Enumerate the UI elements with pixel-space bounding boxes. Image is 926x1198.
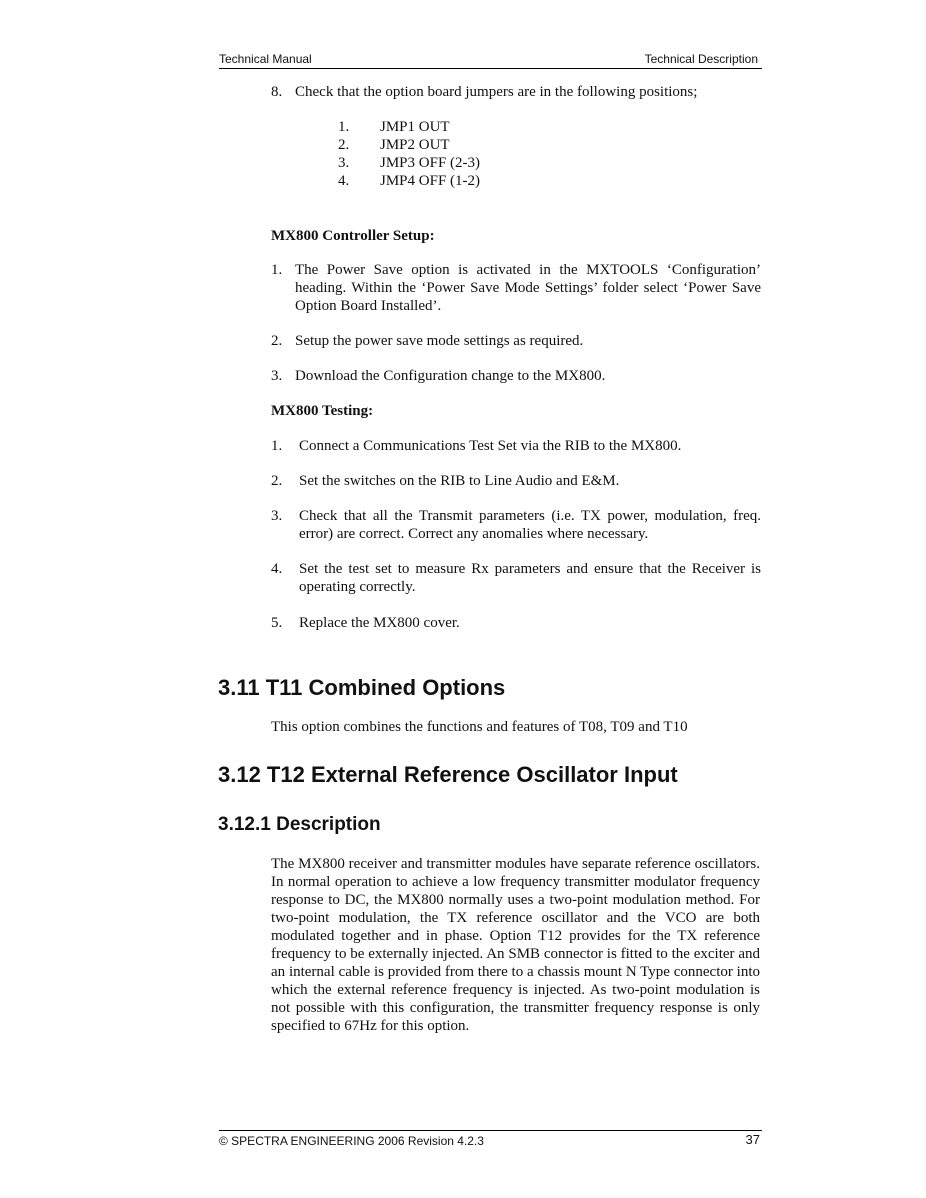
list-text: JMP4 OFF (1-2) — [380, 173, 481, 189]
step-number: 8. — [271, 84, 283, 100]
list-text: The Power Save option is activated in the MXTOOLS ‘Configuration’ heading. Within the ‘Power Save Mode Settings’ folder select ‘Power Save Option Board Installed’. — [295, 262, 761, 314]
list-text: Check that all the Transmit parameters (i.e. TX power, modulation, freq. error) are correct. Correct any anomalies where necessary. — [299, 508, 761, 542]
list-number: 1. — [338, 119, 350, 135]
list-text: Setup the power save mode settings as required. — [295, 333, 584, 349]
list-text: Set the switches on the RIB to Line Audio and E&M. — [299, 473, 620, 489]
page-number: 37 — [745, 1132, 760, 1147]
list-text: Connect a Communications Test Set via the RIB to the MX800. — [299, 438, 682, 454]
list-number: 3. — [338, 155, 350, 171]
list-number: 1. — [271, 262, 283, 278]
list-text: JMP3 OFF (2-3) — [380, 155, 481, 171]
page-footer — [219, 1130, 762, 1151]
list-number: 4. — [271, 561, 283, 577]
subsection-heading: 3.12.1 Description — [218, 814, 381, 835]
list-text: Set the test set to measure Rx parameters and ensure that the Receiver is operating correctly. — [299, 561, 761, 595]
header-left: Technical Manual — [219, 52, 312, 66]
list-number: 5. — [271, 615, 283, 631]
list-number: 4. — [338, 173, 350, 189]
testing-heading: MX800 Testing: — [271, 403, 374, 419]
list-text: JMP2 OUT — [380, 137, 450, 153]
list-text: Replace the MX800 cover. — [299, 615, 460, 631]
section-text: This option combines the functions and features of T08, T09 and T10 — [271, 719, 688, 735]
list-number: 3. — [271, 368, 283, 384]
list-number: 2. — [271, 473, 283, 489]
list-number: 3. — [271, 508, 283, 524]
step-text: Check that the option board jumpers are in the following positions; — [295, 84, 698, 100]
page-header — [219, 50, 762, 69]
section-heading: 3.11 T11 Combined Options — [218, 675, 506, 700]
list-number: 2. — [338, 137, 350, 153]
list-number: 2. — [271, 333, 283, 349]
list-number: 1. — [271, 438, 283, 454]
footer-copyright: © SPECTRA ENGINEERING 2006 Revision 4.2.3 — [219, 1134, 484, 1148]
controller-setup-heading: MX800 Controller Setup: — [271, 228, 435, 244]
description-paragraph: The MX800 receiver and transmitter modules have separate reference oscillators. In normal operation to achieve a low frequency transmitter modulator frequency response to DC, the MX800 normally uses a two-point modulation method. For two-point modulation, the TX reference oscillator and the VCO are both modulated together and in phase. Option T12 provides for the TX reference frequency to be externally injected. An SMB connector is fitted to the exciter and an internal cable is provided from there to a chassis mount N Type connector into which the external reference frequency is injected. As two-point modulation is not possible with this configuration, the transmitter frequency response is only specified to 67Hz for this option. — [271, 856, 760, 1034]
header-right: Technical Description — [644, 52, 758, 66]
list-text: JMP1 OUT — [380, 119, 450, 135]
list-text: Download the Configuration change to the MX800. — [295, 368, 606, 384]
section-heading: 3.12 T12 External Reference Oscillator Input — [218, 762, 678, 787]
